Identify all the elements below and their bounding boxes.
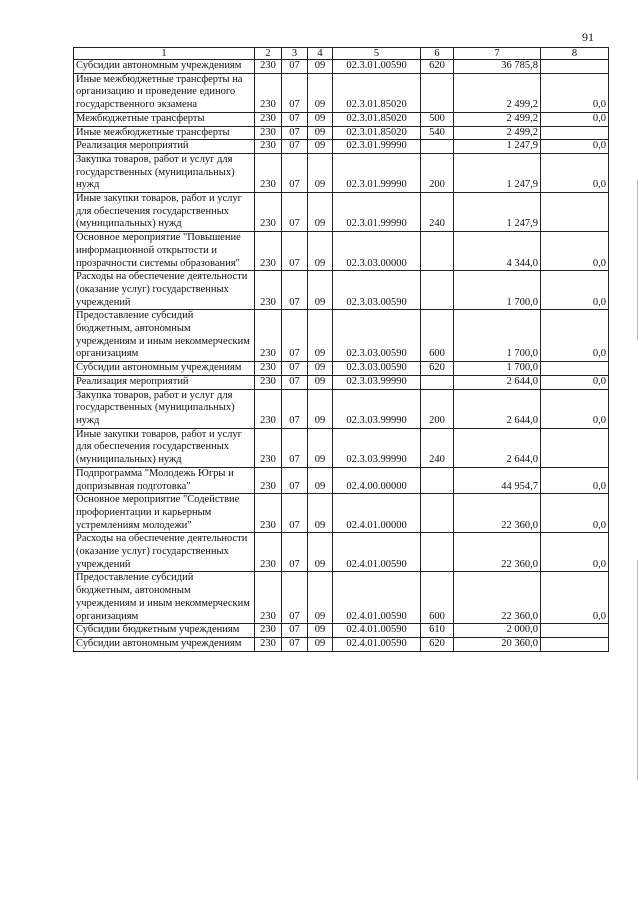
cell-expense-type: 620	[421, 362, 454, 376]
column-header: 4	[308, 48, 333, 60]
cell-ved: 230	[255, 624, 282, 638]
cell-expense-type	[421, 533, 454, 572]
cell-target-article: 02.4.01.00000	[333, 494, 421, 533]
cell-amount-other	[541, 637, 609, 651]
cell-amount: 1 247,9	[454, 193, 541, 232]
table-row	[74, 624, 609, 638]
scan-edge-line	[637, 180, 638, 340]
row-name: Закупка товаров, работ и услуг для государственных (муниципальных) нужд	[74, 389, 255, 428]
cell-section: 07	[282, 153, 308, 192]
cell-amount: 2 000,0	[454, 624, 541, 638]
row-name: Иные закупки товаров, работ и услуг для обеспечения государственных (муниципальных) нужд	[74, 193, 255, 232]
cell-amount: 1 700,0	[454, 271, 541, 310]
cell-ved: 230	[255, 73, 282, 112]
cell-expense-type: 600	[421, 572, 454, 624]
cell-section: 07	[282, 389, 308, 428]
cell-amount-other	[541, 428, 609, 467]
row-name: Реализация мероприятий	[74, 375, 255, 389]
cell-ved: 230	[255, 533, 282, 572]
cell-section: 07	[282, 467, 308, 493]
cell-ved: 230	[255, 153, 282, 192]
cell-ved: 230	[255, 494, 282, 533]
cell-ved: 230	[255, 232, 282, 271]
table-row	[74, 428, 609, 467]
cell-amount-other: 0,0	[541, 112, 609, 126]
cell-ved: 230	[255, 362, 282, 376]
table-row	[74, 389, 609, 428]
cell-target-article: 02.3.03.00590	[333, 271, 421, 310]
cell-target-article: 02.3.01.99990	[333, 153, 421, 192]
cell-subsection: 09	[308, 533, 333, 572]
table-row	[74, 637, 609, 651]
cell-amount: 2 499,2	[454, 73, 541, 112]
cell-amount-other	[541, 126, 609, 140]
cell-expense-type: 540	[421, 126, 454, 140]
cell-target-article: 02.3.03.00590	[333, 310, 421, 362]
cell-section: 07	[282, 232, 308, 271]
cell-expense-type: 200	[421, 153, 454, 192]
column-header: 7	[454, 48, 541, 60]
table-row	[74, 73, 609, 112]
table-row	[74, 572, 609, 624]
cell-amount: 2 644,0	[454, 389, 541, 428]
row-name: Предоставление субсидий бюджетным, автономным учреждениям и иным некоммерческим организациям	[74, 572, 255, 624]
cell-subsection: 09	[308, 428, 333, 467]
cell-expense-type	[421, 140, 454, 154]
cell-expense-type: 200	[421, 389, 454, 428]
cell-amount-other: 0,0	[541, 572, 609, 624]
table-row	[74, 140, 609, 154]
table-row	[74, 60, 609, 74]
cell-subsection: 09	[308, 467, 333, 493]
table-row	[74, 362, 609, 376]
cell-section: 07	[282, 310, 308, 362]
cell-amount: 44 954,7	[454, 467, 541, 493]
cell-ved: 230	[255, 60, 282, 74]
cell-amount-other: 0,0	[541, 73, 609, 112]
cell-section: 07	[282, 533, 308, 572]
cell-subsection: 09	[308, 637, 333, 651]
cell-target-article: 02.4.01.00590	[333, 624, 421, 638]
cell-target-article: 02.3.01.85020	[333, 73, 421, 112]
cell-amount: 4 344,0	[454, 232, 541, 271]
cell-amount-other: 0,0	[541, 140, 609, 154]
cell-section: 07	[282, 73, 308, 112]
cell-subsection: 09	[308, 193, 333, 232]
cell-amount-other: 0,0	[541, 310, 609, 362]
cell-subsection: 09	[308, 73, 333, 112]
cell-section: 07	[282, 572, 308, 624]
cell-amount: 22 360,0	[454, 533, 541, 572]
cell-amount: 1 247,9	[454, 153, 541, 192]
cell-target-article: 02.3.01.00590	[333, 60, 421, 74]
table-row	[74, 193, 609, 232]
cell-ved: 230	[255, 375, 282, 389]
table-row	[74, 375, 609, 389]
row-name: Реализация мероприятий	[74, 140, 255, 154]
cell-amount-other	[541, 362, 609, 376]
cell-expense-type	[421, 467, 454, 493]
cell-expense-type	[421, 73, 454, 112]
row-name: Межбюджетные трансферты	[74, 112, 255, 126]
row-name: Субсидии бюджетным учреждениям	[74, 624, 255, 638]
cell-amount: 1 700,0	[454, 310, 541, 362]
cell-target-article: 02.3.01.85020	[333, 112, 421, 126]
cell-amount: 20 360,0	[454, 637, 541, 651]
cell-amount: 22 360,0	[454, 572, 541, 624]
header-row	[74, 48, 609, 60]
row-name: Расходы на обеспечение деятельности (оказание услуг) государственных учреждений	[74, 533, 255, 572]
cell-subsection: 09	[308, 624, 333, 638]
cell-target-article: 02.3.03.00000	[333, 232, 421, 271]
cell-target-article: 02.3.03.99990	[333, 428, 421, 467]
table-row	[74, 153, 609, 192]
cell-amount: 2 499,2	[454, 126, 541, 140]
cell-subsection: 09	[308, 271, 333, 310]
cell-expense-type	[421, 232, 454, 271]
cell-amount: 1 700,0	[454, 362, 541, 376]
table-row	[74, 494, 609, 533]
cell-subsection: 09	[308, 126, 333, 140]
cell-amount-other: 0,0	[541, 375, 609, 389]
cell-ved: 230	[255, 389, 282, 428]
cell-subsection: 09	[308, 140, 333, 154]
table-row	[74, 232, 609, 271]
cell-amount: 2 644,0	[454, 375, 541, 389]
column-header: 8	[541, 48, 609, 60]
row-name: Иные межбюджетные трансферты	[74, 126, 255, 140]
table-row	[74, 467, 609, 493]
cell-expense-type: 500	[421, 112, 454, 126]
cell-section: 07	[282, 637, 308, 651]
cell-subsection: 09	[308, 153, 333, 192]
cell-target-article: 02.4.00.00000	[333, 467, 421, 493]
cell-target-article: 02.3.03.99990	[333, 389, 421, 428]
cell-section: 07	[282, 271, 308, 310]
cell-expense-type: 600	[421, 310, 454, 362]
cell-ved: 230	[255, 428, 282, 467]
cell-section: 07	[282, 140, 308, 154]
column-header: 3	[282, 48, 308, 60]
cell-subsection: 09	[308, 375, 333, 389]
cell-subsection: 09	[308, 60, 333, 74]
cell-ved: 230	[255, 572, 282, 624]
column-header: 1	[74, 48, 255, 60]
scan-edge-line	[637, 560, 638, 780]
cell-target-article: 02.3.01.99990	[333, 140, 421, 154]
table-row	[74, 310, 609, 362]
cell-amount-other	[541, 193, 609, 232]
cell-ved: 230	[255, 126, 282, 140]
cell-ved: 230	[255, 193, 282, 232]
cell-amount-other: 0,0	[541, 389, 609, 428]
cell-amount: 36 785,8	[454, 60, 541, 74]
cell-ved: 230	[255, 467, 282, 493]
cell-ved: 230	[255, 271, 282, 310]
page-number: 91	[582, 30, 594, 44]
cell-section: 07	[282, 60, 308, 74]
cell-expense-type: 240	[421, 193, 454, 232]
row-name: Закупка товаров, работ и услуг для государственных (муниципальных) нужд	[74, 153, 255, 192]
cell-section: 07	[282, 624, 308, 638]
cell-amount: 1 247,9	[454, 140, 541, 154]
cell-section: 07	[282, 362, 308, 376]
cell-section: 07	[282, 112, 308, 126]
cell-amount: 2 499,2	[454, 112, 541, 126]
row-name: Расходы на обеспечение деятельности (оказание услуг) государственных учреждений	[74, 271, 255, 310]
table-row	[74, 126, 609, 140]
cell-amount-other: 0,0	[541, 153, 609, 192]
cell-section: 07	[282, 375, 308, 389]
cell-expense-type	[421, 494, 454, 533]
cell-section: 07	[282, 126, 308, 140]
cell-amount-other: 0,0	[541, 494, 609, 533]
column-header: 2	[255, 48, 282, 60]
cell-amount-other: 0,0	[541, 271, 609, 310]
cell-section: 07	[282, 428, 308, 467]
cell-target-article: 02.4.01.00590	[333, 533, 421, 572]
cell-ved: 230	[255, 310, 282, 362]
cell-ved: 230	[255, 112, 282, 126]
cell-section: 07	[282, 494, 308, 533]
row-name: Субсидии автономным учреждениям	[74, 60, 255, 74]
column-header: 5	[333, 48, 421, 60]
row-name: Иные закупки товаров, работ и услуг для обеспечения государственных (муниципальных) нужд	[74, 428, 255, 467]
cell-expense-type: 620	[421, 637, 454, 651]
cell-subsection: 09	[308, 112, 333, 126]
row-name: Иные межбюджетные трансферты на организацию и проведение единого государственного экзамена	[74, 73, 255, 112]
cell-amount-other	[541, 60, 609, 74]
cell-target-article: 02.3.01.99990	[333, 193, 421, 232]
cell-target-article: 02.3.03.99990	[333, 375, 421, 389]
cell-subsection: 09	[308, 310, 333, 362]
row-name: Субсидии автономным учреждениям	[74, 362, 255, 376]
row-name: Субсидии автономным учреждениям	[74, 637, 255, 651]
cell-amount: 2 644,0	[454, 428, 541, 467]
cell-expense-type: 240	[421, 428, 454, 467]
table-row	[74, 112, 609, 126]
cell-amount: 22 360,0	[454, 494, 541, 533]
budget-table	[73, 47, 609, 652]
cell-subsection: 09	[308, 362, 333, 376]
cell-expense-type	[421, 271, 454, 310]
row-name: Подпрограмма "Молодежь Югры и допризывная подготовка"	[74, 467, 255, 493]
column-header: 6	[421, 48, 454, 60]
cell-expense-type	[421, 375, 454, 389]
cell-target-article: 02.4.01.00590	[333, 637, 421, 651]
row-name: Предоставление субсидий бюджетным, автономным учреждениям и иным некоммерческим организациям	[74, 310, 255, 362]
row-name: Основное мероприятие "Повышение информационной открытости и прозрачности системы образования"	[74, 232, 255, 271]
cell-amount-other	[541, 624, 609, 638]
cell-subsection: 09	[308, 389, 333, 428]
cell-subsection: 09	[308, 572, 333, 624]
cell-amount-other: 0,0	[541, 467, 609, 493]
cell-expense-type: 620	[421, 60, 454, 74]
row-name: Основное мероприятие "Содействие профориентации и карьерным устремлениям молодежи"	[74, 494, 255, 533]
cell-subsection: 09	[308, 494, 333, 533]
cell-ved: 230	[255, 637, 282, 651]
table-row	[74, 271, 609, 310]
cell-section: 07	[282, 193, 308, 232]
cell-ved: 230	[255, 140, 282, 154]
cell-target-article: 02.3.01.85020	[333, 126, 421, 140]
table-row	[74, 533, 609, 572]
cell-target-article: 02.4.01.00590	[333, 572, 421, 624]
cell-amount-other: 0,0	[541, 533, 609, 572]
cell-subsection: 09	[308, 232, 333, 271]
cell-target-article: 02.3.03.00590	[333, 362, 421, 376]
cell-amount-other: 0,0	[541, 232, 609, 271]
cell-expense-type: 610	[421, 624, 454, 638]
